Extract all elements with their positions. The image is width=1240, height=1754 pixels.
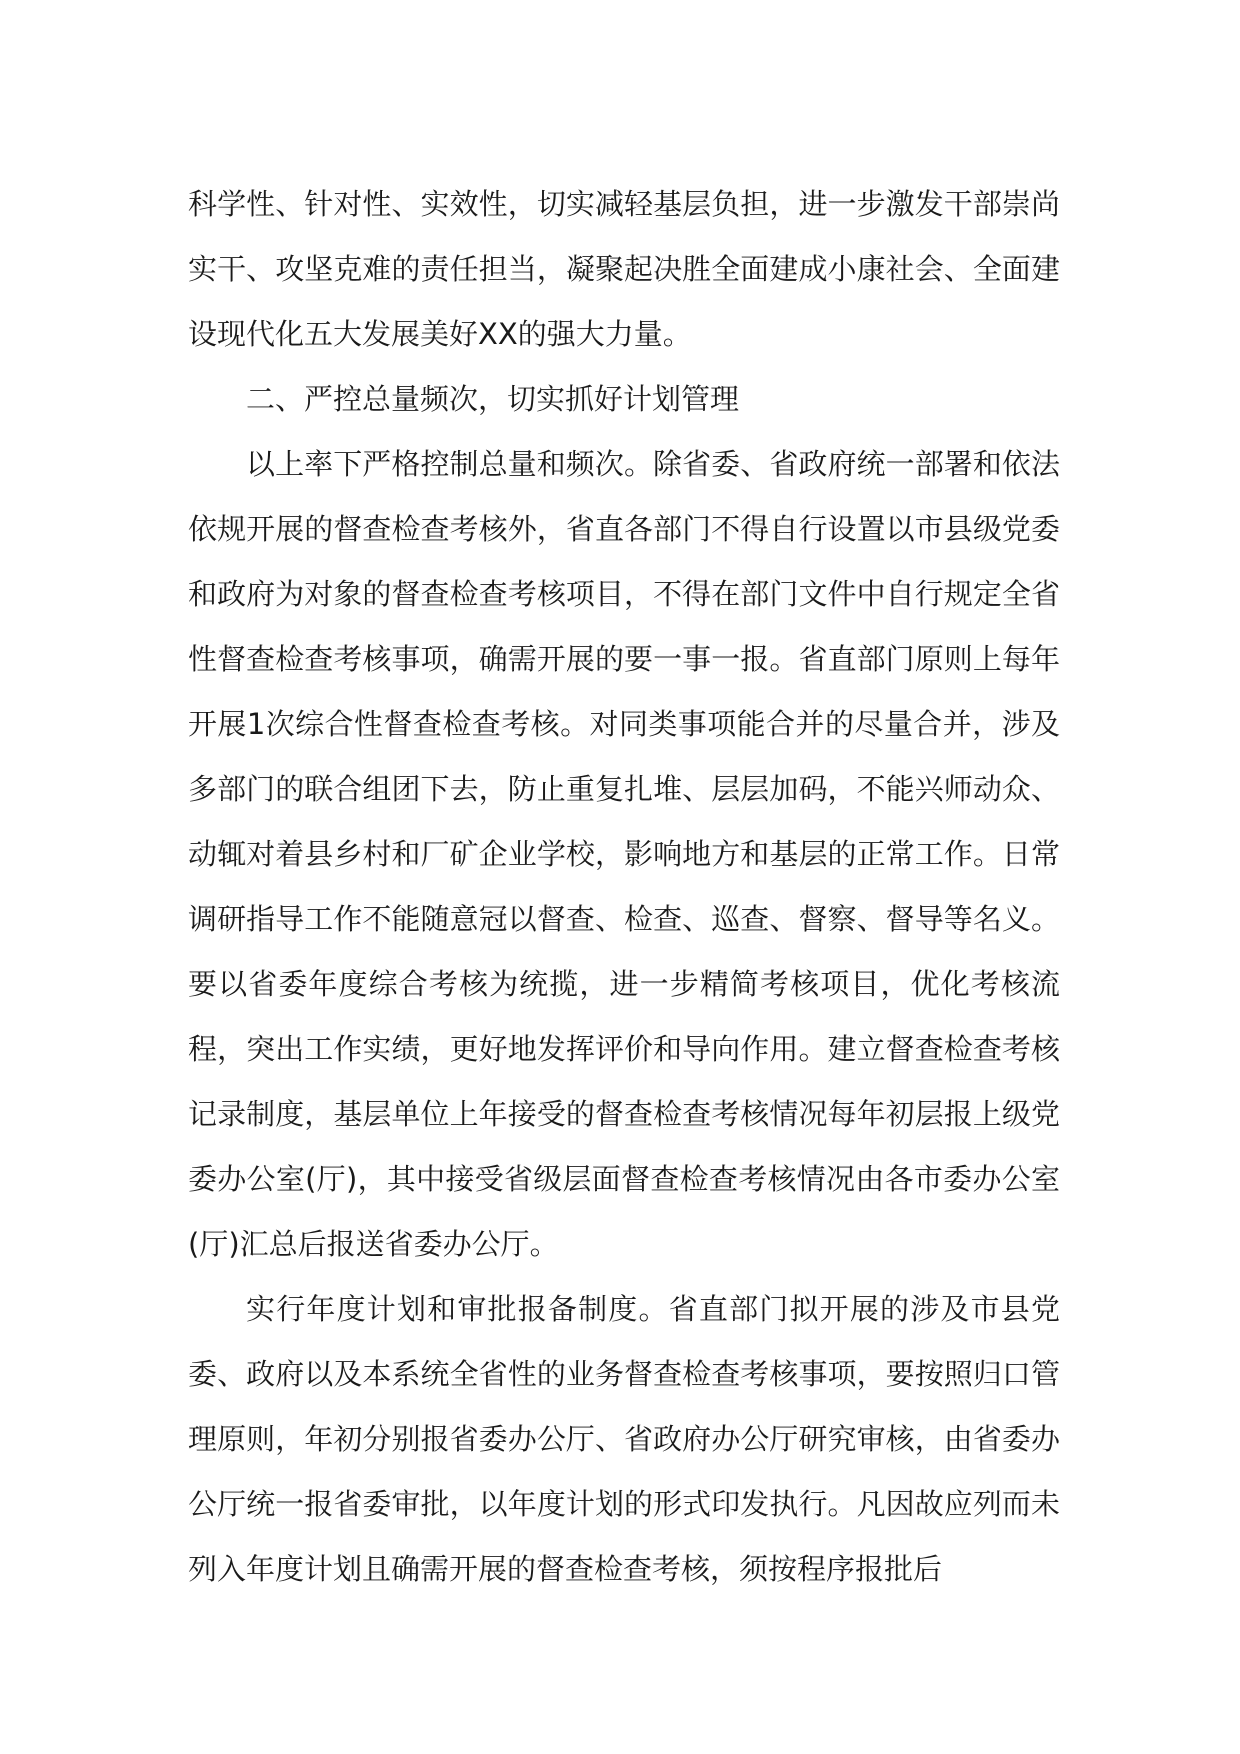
paragraph-annual-plan: 实行年度计划和审批报备制度。省直部门拟开展的涉及市县党委、政府以及本系统全省性的业务督查检查考核事项，要按照归口管理原则，年初分别报省委办公厅、省政府办公厅研究审核，由省委办公厅统一报省委审批，以年度计划的形式印发执行。凡因故应列而未列入年度计划且确需开展的督查检查考核，须按程序报批后 — [188, 1292, 1060, 1586]
section-heading: 二、严控总量频次，切实抓好计划管理 — [246, 382, 740, 416]
document-page — [188, 172, 1060, 1602]
paragraph-control-total: 以上率下严格控制总量和频次。除省委、省政府统一部署和依法依规开展的督查检查考核外，省直各部门不得自行设置以市县级党委和政府为对象的督查检查考核项目，不得在部门文件中自行规定全省性督查检查考核事项，确需开展的要一事一报。省直部门原则上每年开展1次综合性督查检查考核。对同类事项能合并的尽量合并，涉及多部门的联合组团下去，防止重复扎堆、层层加码，不能兴师动众、动辄对着县乡村和厂矿企业学校，影响地方和基层的正常工作。日常调研指导工作不能随意冠以督查、检查、巡查、督察、督导等名义。要以省委年度综合考核为统揽，进一步精简考核项目，优化考核流程，突出工作实绩，更好地发挥评价和导向作用。建立督查检查考核记录制度，基层单位上年接受的督查检查考核情况每年初层报上级党委办公室(厅)，其中接受省级层面督查检查考核情况由各市委办公室(厅)汇总后报送省委办公厅。 — [188, 447, 1060, 1261]
paragraph-continuation: 科学性、针对性、实效性，切实减轻基层负担，进一步激发干部崇尚实干、攻坚克难的责任担当，凝聚起决胜全面建成小康社会、全面建设现代化五大发展美好XX的强大力量。 — [188, 187, 1060, 351]
